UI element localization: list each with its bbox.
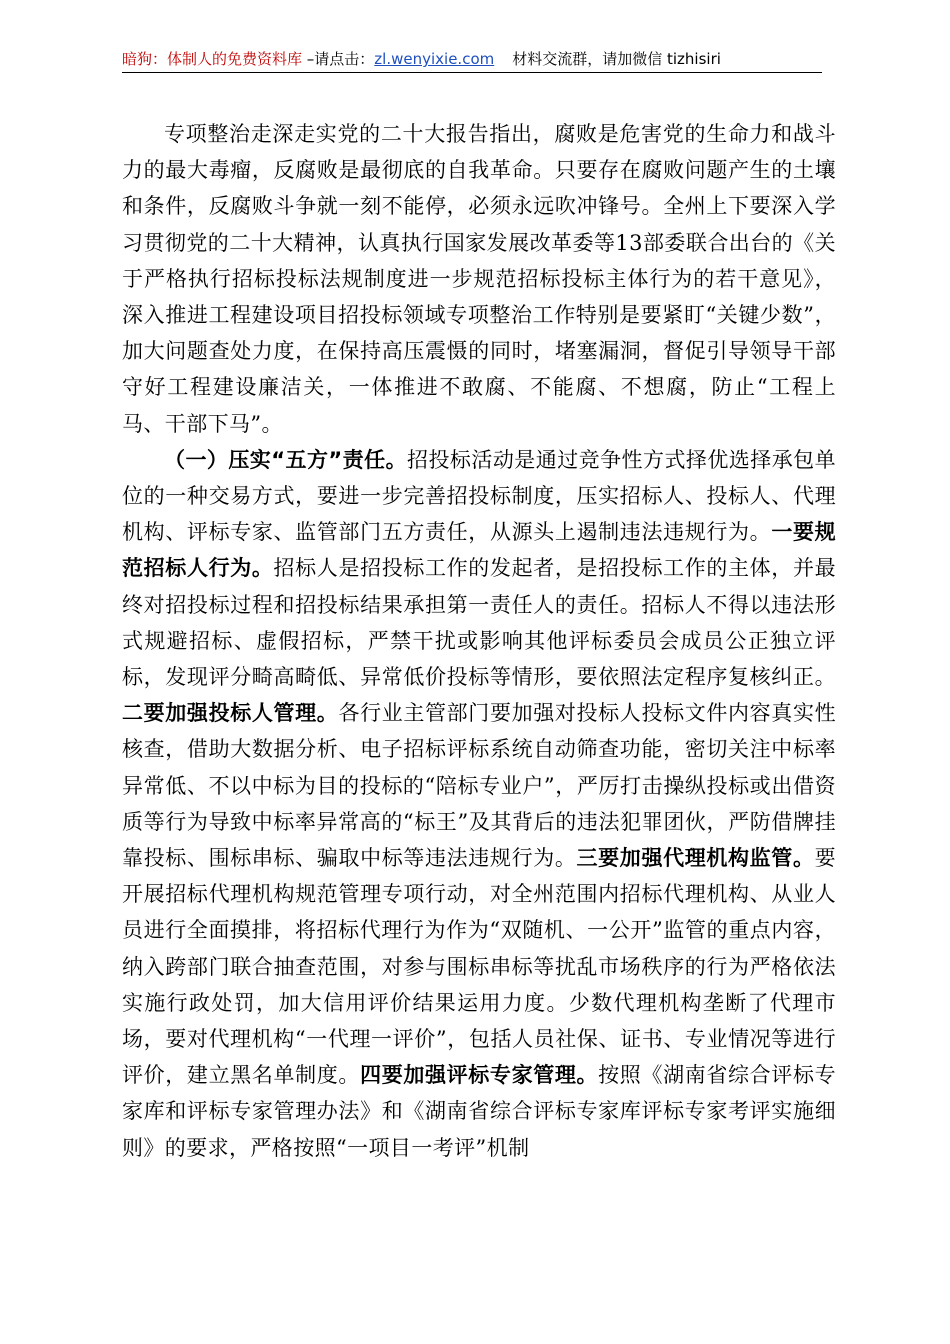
header-prompt: –请点击： [302, 50, 375, 68]
header-link[interactable]: zl.wenyixie.com [374, 50, 495, 68]
point-4-title: 四要加强评标专家管理。 [360, 1063, 599, 1088]
point-4-text: 按照《湖南省综合评标专家库和评标专家管理办法》和《湖南省综合评标专家库评标专家考评实施细则》的要求，严格按照“一项目一考评”机制 [122, 1063, 836, 1160]
point-3-title: 三要加强代理机构监管。 [576, 846, 815, 871]
page-header [122, 46, 822, 73]
header-brand: 暗狗：体制人的免费资料库 [122, 50, 303, 68]
section-intro: 招投标活动是通过竞争性方式择优选择承包单位的一种交易方式，要进一步完善招投标制度，压实招标人、投标人、代理机构、评标专家、监管部门五方责任，从源头上遏制违法违规行为。 [122, 447, 837, 545]
paragraph-anti-corruption: 专项整治走深走实党的二十大报告指出，腐败是危害党的生命力和战斗力的最大毒瘤，反腐败是最彻底的自我革命。只要存在腐败问题产生的土壤和条件，反腐败斗争就一刻不能停，必须永远吹冲锋号。全州上下要深入学习贯彻党的二十大精神，认真执行国家发展改革委等13部委联合出台的《关于严格执行招标投标法规制度进一步规范招标投标主体行为的若干意见》，深入推进工程建设项目招投标领域专项整治工作特别是要紧盯“关键少数”，加大问题查处力度，在保持高压震慑的同时，堵塞漏洞，督促引导领导干部守好工程建设廉洁关，一体推进不敢腐、不能腐、不想腐，防止“工程上马、干部下马”。 [122, 122, 836, 436]
point-3-text: 要开展招标代理机构规范管理专项行动，对全州范围内招标代理机构、从业人员进行全面摸排，将招标代理行为作为“双随机、一公开”监管的重点内容，纳入跨部门联合抽查范围，对参与围标串标等扰乱市场秩序的行为严格依法实施行政处罚，加大信用评价结果运用力度。少数代理机构垄断了代理市场，要对代理机构“一代理一评价”，包括人员社保、证书、专业情况等进行评价，建立黑名单制度。 [122, 846, 836, 1088]
document-body [122, 116, 836, 1166]
point-1-title: 一要规范招标人行为。 [122, 520, 836, 581]
header-group-note: 材料交流群，请加微信 tizhisiri [512, 50, 721, 68]
point-2-text: 各行业主管部门要加强对投标人投标文件内容真实性核查，借助大数据分析、电子招标评标系统自动筛查功能，密切关注中标率异常低、不以中标为目的投标的“陪标专业户”，严厉打击操纵投标或出借资质等行为导致中标率异常高的“标王”及其背后的违法犯罪团伙，严防借牌挂靠投标、围标串标、骗取中标等违法违规行为。 [122, 701, 836, 871]
point-2-title: 二要加强投标人管理。 [122, 701, 339, 726]
paragraph-five-parties [122, 442, 836, 1166]
point-1-text: 招标人是招投标工作的发起者，是招投标工作的主体，并最终对招投标过程和招投标结果承担第一责任人的责任。招标人不得以违法形式规避招标、虚假招标，严禁干扰或影响其他评标委员会成员公正独立评标，发现评分畸高畸低、异常低价投标等情形，要依照法定程序复核纠正。 [122, 556, 836, 690]
section-heading: （一）压实“五方”责任。 [164, 447, 408, 472]
